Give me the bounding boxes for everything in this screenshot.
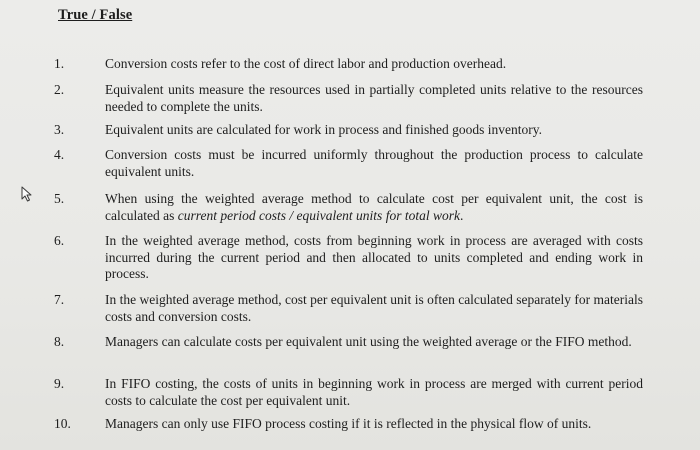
mouse-pointer-arrow-icon (20, 186, 36, 202)
question-text-part: . (459, 207, 464, 223)
question-number: 2. (54, 82, 65, 97)
question-text: In the weighted average method, costs from beginning work in process are averaged with costs incurred during the current period and then allocated to units completed and ending work in process. (105, 233, 643, 281)
question-text: Managers can only use FIFO process costing if it is reflected in the physical flow of units. (105, 416, 592, 431)
question-text: In the weighted average method, cost per equivalent unit is often calculated separately for materials costs and conversion costs. (105, 292, 643, 324)
question-text: Conversion costs must be incurred uniformly throughout the production process to calculate equivalent units. (105, 147, 643, 179)
question-number: 6. (54, 233, 65, 248)
section-heading: True / False (58, 7, 133, 23)
question-number: 3. (54, 122, 65, 137)
question-number: 5. (54, 191, 65, 206)
question-text: Equivalent units are calculated for work in process and finished goods inventory. (105, 122, 543, 137)
question-number: 9. (54, 376, 65, 391)
question-text: Managers can calculate costs per equivalent unit using the weighted average or the FIFO method. (105, 334, 632, 349)
question-number: 10. (54, 416, 71, 431)
question-text (105, 191, 643, 224)
question-number: 1. (54, 56, 65, 71)
formula-text: current period costs / equivalent units for total work (177, 207, 460, 223)
question-text: In FIFO costing, the costs of units in beginning work in process are merged with current period costs to calculate the cost per equivalent unit. (105, 376, 643, 408)
question-text: Equivalent units measure the resources used in partially completed units relative to the resources needed to complete the units. (105, 82, 643, 114)
question-number: 7. (54, 292, 65, 307)
question-text: Conversion costs refer to the cost of direct labor and production overhead. (105, 56, 507, 71)
question-number: 8. (54, 334, 65, 349)
question-number: 4. (54, 147, 65, 162)
question-text-part: When using the weighted average method to calculate cost per equivalent unit, the cost is calculated as (105, 191, 643, 223)
